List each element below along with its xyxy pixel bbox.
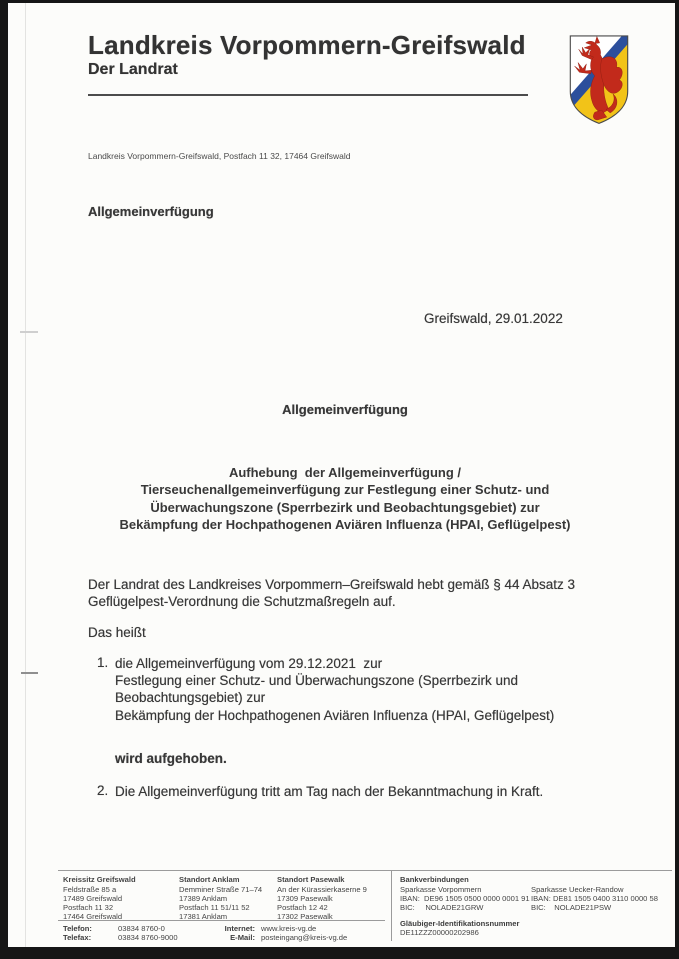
list-item-1-line: Festlegung einer Schutz- und Überwachungszone (Sperrbezirk und [115,673,518,689]
list-item-2-number: 2. [97,783,109,798]
list-item-1-conclusion: wird aufgehoben. [115,751,227,766]
office-line: Feldstraße 85 a [63,885,117,894]
office-anklam [179,875,262,921]
intro-line: Der Landrat des Landkreises Vorpommern–Greifswald hebt gemäß § 44 Absatz 3 [88,577,576,592]
office-line: 17489 Greifswald [63,894,123,903]
list-item-1-line: Beobachtungsgebiet) zur [115,690,266,706]
document-title [55,464,635,534]
email-address: posteingang@kreis-vg.de [261,933,348,942]
office-title: Standort Pasewalk [277,875,345,884]
office-line: 17302 Pasewalk [277,912,333,921]
office-line: Postfach 11 32 [63,903,114,912]
creditor-id-label: Gläubiger-Identifikationsnummer [400,919,520,928]
banking-heading: Bankverbindungen [400,875,469,884]
title-line: Tierseuchenallgemeinverfügung zur Festlegung einer Schutz- und [140,482,550,498]
bank-bic: BIC: NOLADE21PSW [531,903,612,912]
lead-in-text: Das heißt [88,625,146,640]
letterhead-rule [88,94,528,96]
intro-paragraph [88,576,575,611]
place-and-date: Greifswald, 29.01.2022 [424,311,563,326]
title-line: Überwachungszone (Sperrbezirk und Beobachtungsgebiet) zur [150,499,540,515]
internet-label: Internet: [224,924,255,933]
list-item-2: Die Allgemeinverfügung tritt am Tag nach der Bekanntmachung in Kraft. [115,784,544,799]
bank-sparkasse-vorpommern [400,885,530,912]
sender-address-line: Landkreis Vorpommern-Greifswald, Postfach 11 32, 17464 Greifswald [88,151,351,161]
office-title: Standort Anklam [179,875,240,884]
coat-of-arms-griffin-icon [563,31,635,129]
office-line: 17309 Pasewalk [277,894,333,903]
paper-edge-shadow [25,3,26,947]
office-line: Postfach 12 42 [277,903,328,912]
intro-line: Geflügelpest-Verordnung die Schutzmaßregeln auf. [88,594,396,610]
fold-mark-bottom [21,672,38,674]
title-line: Aufhebung der Allgemeinverfügung / [228,465,462,480]
phone-number: 03834 8760-0 [118,924,165,933]
fold-mark-top [20,331,38,333]
footer-top-rule [58,870,672,871]
office-title: Kreissitz Greifswald [63,875,136,884]
fax-label: Telefax: [63,933,92,942]
list-item-1-line: Bekämpfung der Hochpathogenen Aviären Influenza (HPAI, Geflügelpest) [115,707,555,723]
footer-vertical-divider [391,871,392,941]
list-item-1-line: die Allgemeinverfügung vom 29.12.2021 zur [115,656,383,671]
bank-iban: IBAN: DE81 1505 0400 3110 0000 58 [531,894,658,903]
office-line: Demminer Straße 71–74 [179,885,263,894]
list-item-1 [115,655,554,724]
bank-name: Sparkasse Uecker-Randow [531,885,624,894]
office-line: 17389 Anklam [179,894,228,903]
bank-bic: BIC: NOLADE21GRW [400,903,484,912]
fax-number: 03834 8760-9000 [118,933,178,942]
office-line: 17464 Greifswald [63,912,123,921]
document-type-label: Allgemeinverfügung [88,204,214,219]
office-greifswald [63,875,136,921]
phone-label: Telefon: [63,924,92,933]
bank-iban: IBAN: DE96 1505 0500 0000 0001 91 [400,894,530,903]
bank-sparkasse-uecker-randow [531,885,658,912]
internet-url: www.kreis-vg.de [261,924,317,933]
office-line: An der Kürassierkaserne 9 [277,885,367,894]
list-item-1-number: 1. [97,655,109,670]
bank-name: Sparkasse Vorpommern [400,885,482,894]
office-pasewalk [277,875,367,921]
centered-heading: Allgemeinverfügung [282,402,408,417]
office-line: Postfach 11 51/11 52 [179,903,250,912]
creditor-id-value: DE11ZZZ00000202986 [400,928,479,937]
title-line: Bekämpfung der Hochpathogenen Aviären Influenza (HPAI, Geflügelpest) [119,517,571,533]
email-label: E-Mail: [230,933,255,942]
office-line: 17381 Anklam [179,912,228,921]
org-name: Landkreis Vorpommern-Greifswald [88,30,526,60]
department-title: Der Landrat [88,61,178,78]
